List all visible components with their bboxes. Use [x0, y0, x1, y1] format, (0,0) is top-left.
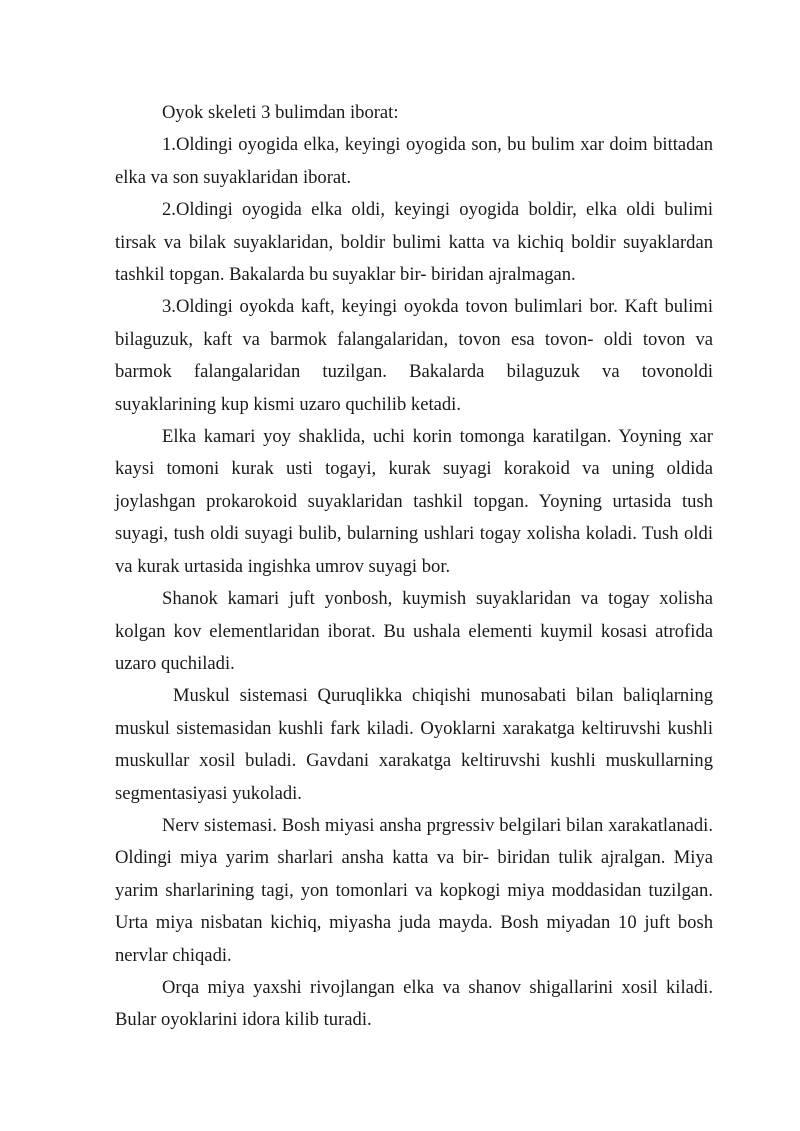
- paragraph-skeleton-intro: Oyok skeleti 3 bulimdan iborat:: [162, 102, 399, 123]
- paragraph-nerve-system: Nerv sistemasi. Bosh miyasi ansha prgressiv belgilari bilan xarakatlanadi. Oldingi miya yarim sharlari ansha katta va bir- biridan tulik ajralgan. Miya yarim sharlarining tagi, yon tomonlari va kopkogi miya moddasidan tuzilgan. Urta miya nisbatan kichiq, miyasha juda mayda. Bosh miyadan 10 juft bosh nervlar chiqadi.: [115, 814, 713, 966]
- paragraph-section-1: 1.Oldingi oyogida elka, keyingi oyogida son, bu bulim xar doim bittadan elka va son suyaklaridan iborat.: [115, 134, 713, 188]
- paragraph-spinal-cord: Orqa miya yaxshi rivojlangan elka va shanov shigallarini xosil kiladi. Bular oyoklarini idora kilib turadi.: [115, 976, 713, 1031]
- paragraph-pelvic-girdle: Shanok kamari juft yonbosh, kuymish suyaklaridan va togay xolisha kolgan kov elementlaridan iborat. Bu ushala elementi kuymil kosasi atrofida uzaro quchiladi.: [115, 588, 713, 674]
- document-page: [115, 97, 713, 1037]
- paragraph-muscle-system: Muskul sistemasi Quruqlikka chiqishi munosabati bilan baliqlarning muskul sistemasidan kushli fark kiladi. Oyoklarni xarakatga keltiruvshi kushli muskullar xosil buladi. Gavdani xarakatga keltiruvshi kushli muskullarning segmentasiyasi yukoladi.: [115, 685, 713, 804]
- paragraph-shoulder-girdle: Elka kamari yoy shaklida, uchi korin tomonga karatilgan. Yoyning xar kaysi tomoni kurak usti togayi, kurak suyagi korakoid va uning oldida joylashgan prokarokoid suyaklaridan tashkil topgan. Yoyning urtasida tush suyagi, tush oldi suyagi bulib, bularning ushlari togay xolisha koladi. Tush oldi va kurak urtasida ingishka umrov suyagi bor.: [115, 426, 713, 577]
- paragraph-section-3: 3.Oldingi oyokda kaft, keyingi oyokda tovon bulimlari bor. Kaft bulimi bilaguzuk, kaft va barmok falangalaridan, tovon esa tovon- oldi tovon va barmok falangalaridan tuzilgan. Bakalarda bilaguzuk va tovonoldi suyaklarining kup kismi uzaro quchilib ketadi.: [115, 296, 713, 415]
- paragraph-section-2: 2.Oldingi oyogida elka oldi, keyingi oyogida boldir, elka oldi bulimi tirsak va bilak suyaklaridan, boldir bulimi katta va kichiq boldir suyaklardan tashkil topgan. Bakalarda bu suyaklar bir- biridan ajralmagan.: [115, 199, 713, 286]
